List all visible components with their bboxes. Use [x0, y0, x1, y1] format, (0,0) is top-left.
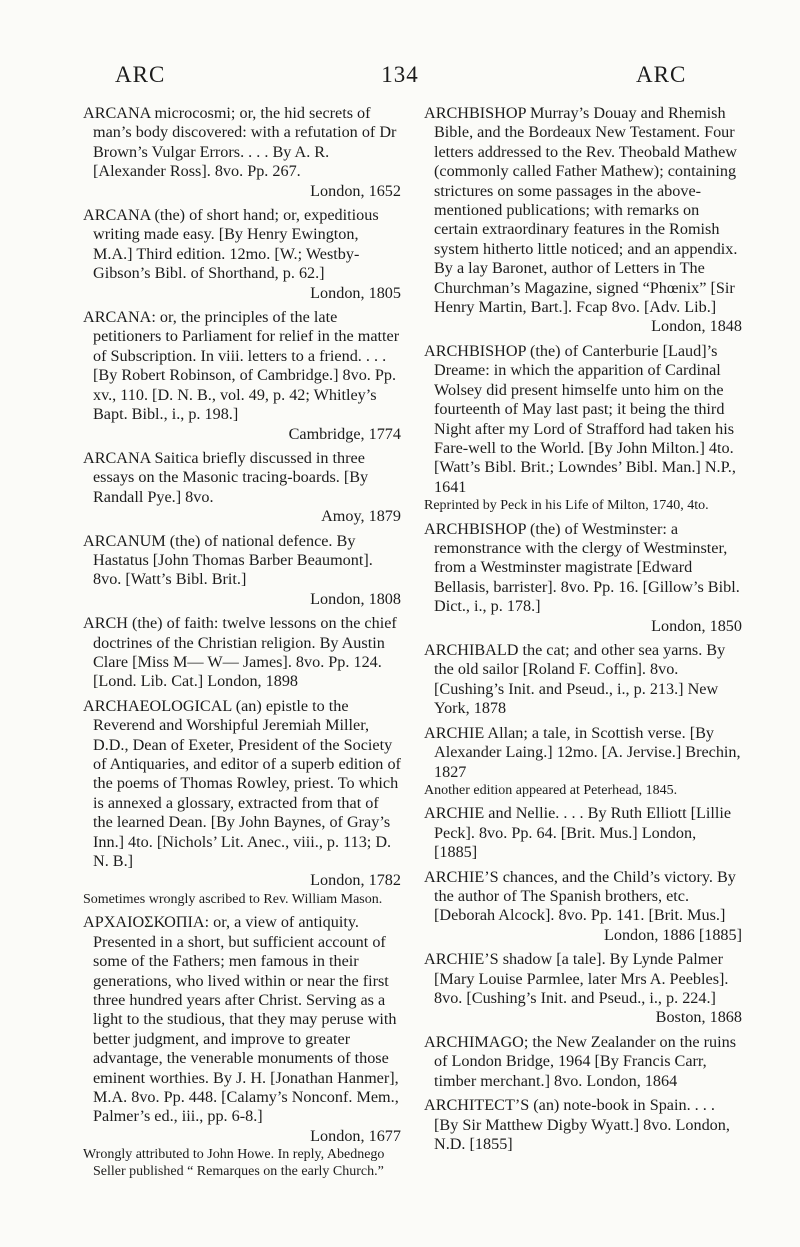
header-right: ARC [636, 62, 687, 87]
bibliography-entry [424, 104, 742, 337]
entry-text: ARCHIE’S shadow [a tale]. By Lynde Palmer [Mary Louise Parmlee, later Mrs A. Peebles]. 8vo. [Cushing’s Init. and Pseud., i., p. 224.] [424, 950, 729, 1008]
entry-place-date: Amoy, 1879 [321, 507, 401, 526]
bibliography-entry [83, 449, 401, 527]
entry-text: ARCHIBALD the cat; and other sea yarns. By the old sailor [Roland F. Coffin]. 8vo. [Cushing’s Init. and Pseud., i., p. 213.] New York, 1878 [424, 641, 726, 718]
bibliography-entry [424, 641, 742, 719]
entry-text: ΑΡΧΑΙΟΣΚΟΠΙΑ: or, a view of antiquity. Presented in a short, but sufficient account of some of the Fathers; men famous in their generations, who lived within or near the first three hundred years after Christ. Serving as a light to the studious, that they may peruse with better judgment, and improve to greater advantage, the venerable monuments of those eminent worthies. By J. H. [Jonathan Hanmer], M.A. 8vo. Pp. 448. [Calamy’s Nonconf. Mem., Palmer’s ed., iii., pp. 6-8.] [83, 913, 399, 1126]
entry-text: ARCHBISHOP (the) of Canterburie [Laud]’s Dreame: in which the apparition of Cardinal Wolsey did present himselfe unto him on the fourteenth of May last past; it being the third Night after my Lord of Strafford had taken his Fare-well to the World. [By John Milton.] 4to. [Watt’s Bibl. Brit.; Lowndes’ Bibl. Man.] N.P., 1641 [424, 341, 736, 496]
entry-place-date: Cambridge, 1774 [288, 424, 401, 443]
entry-note: Another edition appeared at Peterhead, 1845. [424, 782, 678, 798]
bibliography-entry [83, 614, 401, 692]
entry-text: ARCHITECT’S (an) note-book in Spain. . . . [By Sir Matthew Digby Wyatt.] 8vo. London, N.D. [1855] [424, 1096, 730, 1153]
right-column [424, 104, 742, 1159]
bibliography-entry [83, 913, 401, 1180]
page-header [0, 62, 800, 102]
bibliography-entry [424, 1096, 742, 1154]
entry-place-date: London, 1848 [651, 317, 742, 336]
bibliography-entry [424, 950, 742, 1028]
entry-text: ARCANA microcosmi; or, the hid secrets of man’s body discovered: with a refutation of Dr Brown’s Vulgar Errors. . . . By A. R. [Alexander Ross]. 8vo. Pp. 267. [83, 104, 397, 181]
header-left: ARC [115, 62, 166, 87]
bibliography-entry [424, 804, 742, 862]
entry-text: ARCHBISHOP Murray’s Douay and Rhemish Bible, and the Bordeaux New Testament. Four letters addressed to the Rev. Theobald Mathew (commonly called Father Mathew); containing strictures on some passages in the above-mentioned publications; with remarks on certain extraordinary features in the Romish system hitherto little noticed; and an appendix. By a lay Baronet, author of Letters in The Churchman’s Magazine, signed “Phœnix” [Sir Henry Martin, Bart.]. Fcap 8vo. [Adv. Lib.] [424, 104, 738, 317]
bibliography-entry [83, 697, 401, 909]
entry-place-date: London, 1805 [310, 283, 401, 302]
entry-place-date: London, 1782 [310, 871, 401, 890]
bibliography-entry [424, 520, 742, 636]
bibliography-entry [83, 104, 401, 201]
bibliography-entry [83, 206, 401, 303]
bibliography-entry [424, 1033, 742, 1091]
entry-place-date: London, 1677 [310, 1126, 401, 1145]
entry-text: ARCH (the) of faith: twelve lessons on the chief doctrines of the Christian religion. By Austin Clare [Miss M— W— James]. 8vo. Pp. 124. [Lond. Lib. Cat.] London, 1898 [83, 614, 397, 691]
entry-text: ARCHIE and Nellie. . . . By Ruth Elliott [Lillie Peck]. 8vo. Pp. 64. [Brit. Mus.] London, [1885] [424, 804, 732, 862]
entry-note: Wrongly attributed to John Howe. In reply, Abednego Seller published “ Remarques on the early Church.” [83, 1147, 385, 1179]
entry-place-date: London, 1886 [1885] [603, 925, 742, 944]
entry-text: ARCHIE’S chances, and the Child’s victory. By the author of The Spanish brothers, etc. [Deborah Alcock]. 8vo. Pp. 141. [Brit. Mus.] [424, 867, 736, 925]
entry-text: ARCHBISHOP (the) of Westminster: a remonstrance with the clergy of Westminster, from a Westminster magistrate [Edward Bellasis, barrister]. 8vo. Pp. 16. [Gillow’s Bibl. Dict., i., p. 178.] [424, 519, 740, 616]
entry-text: ARCANA (the) of short hand; or, expeditious writing made easy. [By Henry Ewington, M.A.] Third edition. 12mo. [W.; Westby-Gibson’s Bibl. of Shorthand, p. 62.] [83, 206, 379, 283]
entry-text: ARCANUM (the) of national defence. By Hastatus [John Thomas Barber Beaumont]. 8vo. [Watt’s Bibl. Brit.] [83, 531, 373, 589]
bibliography-entry [424, 342, 742, 515]
entry-place-date: Boston, 1868 [655, 1008, 742, 1027]
entry-text: ARCHIMAGO; the New Zealander on the ruins of London Bridge, 1964 [By Francis Carr, timber merchant.] 8vo. London, 1864 [424, 1032, 736, 1090]
bibliography-entry [424, 868, 742, 946]
bibliography-entry [83, 308, 401, 444]
page-number: 134 [381, 62, 419, 87]
entry-text: ARCHIE Allan; a tale, in Scottish verse. [By Alexander Laing.] 12mo. [A. Jervise.] Brechin, 1827 [424, 723, 741, 781]
entry-note: Sometimes wrongly ascribed to Rev. William Mason. [83, 891, 383, 907]
entry-place-date: London, 1850 [651, 616, 742, 635]
entry-place-date: London, 1808 [310, 589, 401, 608]
bibliography-entry [424, 724, 742, 800]
entry-note: Reprinted by Peck in his Life of Milton, 1740, 4to. [424, 498, 709, 514]
entry-place-date: London, 1652 [310, 181, 401, 200]
left-column [83, 104, 401, 1185]
entry-text: ARCHAEOLOGICAL (an) epistle to the Reverend and Worshipful Jeremiah Miller, D.D., Dean of Exeter, President of the Society of Antiquaries, and editor of a superb edition of the poems of Thomas Rowley, priest. To which is annexed a glossary, extracted from that of the learned Dean. [By John Baynes, of Gray’s Inn.] 4to. [Nichols’ Lit. Anec., viii., p. 113; D. N. B.] [83, 696, 401, 871]
entry-text: ARCANA: or, the principles of the late petitioners to Parliament for relief in the matter of Subscription. In viii. letters to a friend. . . . [By Robert Robinson, of Cambridge.] 8vo. Pp. xv., 110. [D. N. B., vol. 49, p. 42; Whitley’s Bapt. Bibl., i., p. 198.] [83, 308, 400, 424]
entry-text: ARCANA Saitica briefly discussed in three essays on the Masonic tracing-boards. [By Randall Pye.] 8vo. [83, 448, 369, 506]
bibliography-entry [83, 532, 401, 610]
